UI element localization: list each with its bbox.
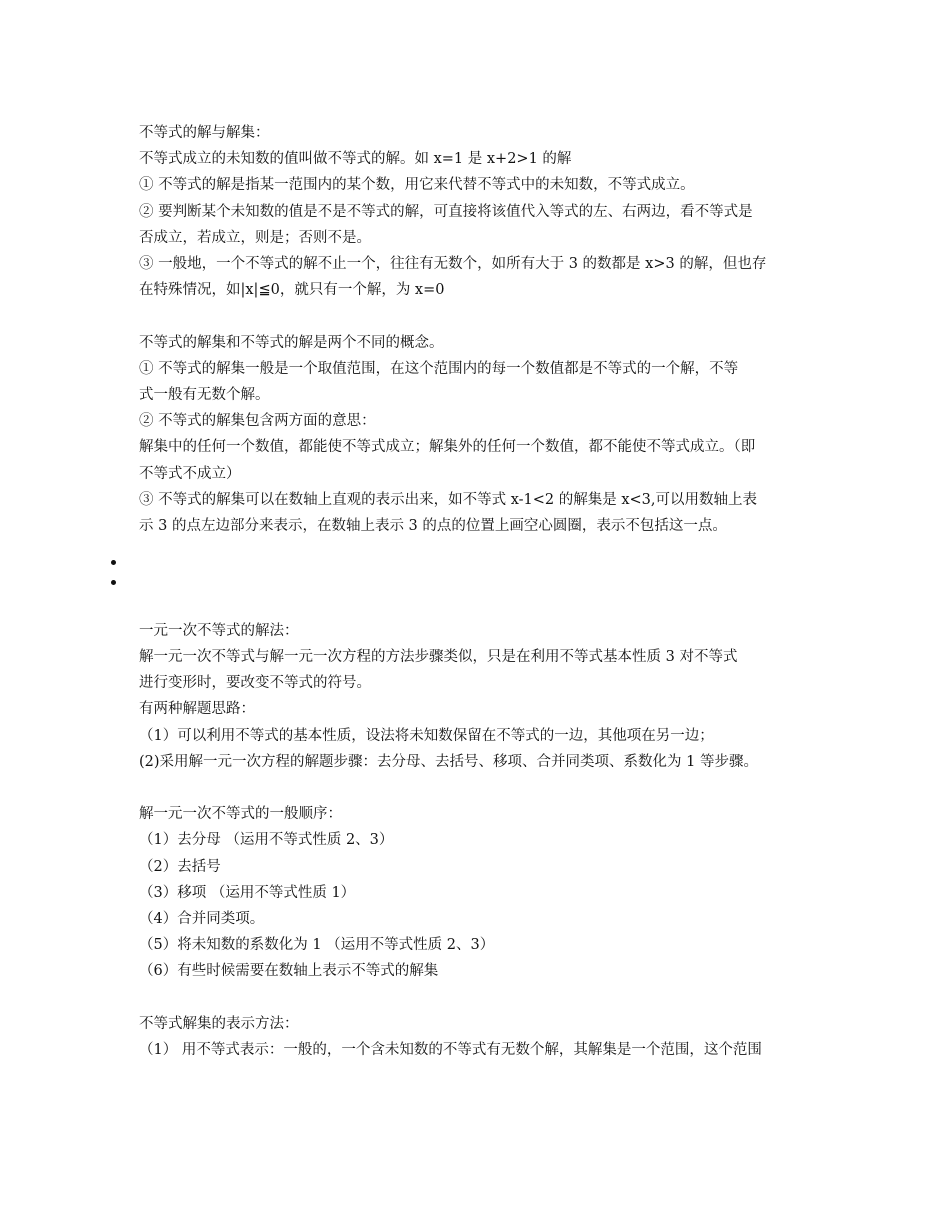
list-item: （3）移项 （运用不等式性质 1）: [139, 884, 356, 901]
bullet-dot: [111, 560, 116, 565]
bullet-dot: [111, 580, 116, 585]
paragraph-line: ① 不等式的解是指某一范围内的某个数，用它来代替不等式中的未知数，不等式成立。: [139, 177, 695, 194]
list-item: （6）有些时候需要在数轴上表示不等式的解集: [139, 963, 439, 980]
paragraph-line: 不等式成立的未知数的值叫做不等式的解。如 x=1 是 x+2>1 的解: [139, 151, 572, 168]
paragraph-line: 解集中的任何一个数值，都能使不等式成立；解集外的任何一个数值，都不能使不等式成立。（即: [139, 439, 756, 456]
spacer: [139, 303, 819, 329]
section-title: 一元一次不等式的解法：: [139, 622, 299, 639]
paragraph-line: 示 3 的点左边部分来表示，在数轴上表示 3 的点的位置上画空心圆圈，表示不包括这一点。: [139, 518, 727, 535]
section-title: 不等式的解集和不等式的解是两个不同的概念。: [139, 334, 444, 351]
paragraph-line: ② 不等式的解集包含两方面的意思：: [139, 413, 376, 430]
spacer: [139, 592, 819, 618]
paragraph-line: 解一元一次不等式与解一元一次方程的方法步骤类似，只是在利用不等式基本性质 3 对不等式: [139, 649, 738, 665]
paragraph-line: (2)采用解一元一次方程的解题步骤：去分母、去括号、移项、合并同类项、系数化为 1 等步骤。: [139, 753, 758, 770]
paragraph-line: ② 要判断某个未知数的值是不是不等式的解，可直接将该值代入等式的左、右两边，看不等式是: [139, 203, 753, 220]
paragraph-line: 有两种解题思路：: [139, 701, 255, 718]
paragraph-line: （1）可以利用不等式的基本性质，设法将未知数保留在不等式的一边，其他项在另一边；: [139, 727, 714, 744]
paragraph-line: ③ 不等式的解集可以在数轴上直观的表示出来，如不等式 x-1<2 的解集是 x<3,可以用数轴上表: [139, 491, 758, 508]
paragraph-line: 在特殊情况，如|x|≦0，就只有一个解，为 x=0: [139, 282, 445, 299]
list-item: （5）将未知数的系数化为 1 （运用不等式性质 2、3）: [139, 937, 495, 954]
paragraph-line: ① 不等式的解集一般是一个取值范围，在这个范围内的每一个数值都是不等式的一个解，不等: [139, 360, 739, 377]
list-item: （4）合并同类项。: [139, 911, 265, 928]
list-item: （2）去括号: [139, 858, 221, 875]
bullet-list-markers: [111, 560, 116, 600]
document-body: [139, 120, 819, 1063]
spacer: [139, 539, 819, 565]
paragraph-line: 不等式不成立）: [139, 465, 241, 482]
paragraph-line: 进行变形时，要改变不等式的符号。: [139, 675, 371, 692]
section-title: 不等式解集的表示方法：: [139, 1015, 299, 1032]
spacer: [139, 775, 819, 801]
paragraph-line: 式一般有无数个解。: [139, 387, 270, 404]
section-title: 解一元一次不等式的一般顺序：: [139, 806, 342, 823]
paragraph-line: （1） 用不等式表示：一般的，一个含未知数的不等式有无数个解，其解集是一个范围，这个范围: [139, 1042, 762, 1059]
list-item: （1）去分母 （运用不等式性质 2、3）: [139, 832, 394, 849]
spacer: [139, 985, 819, 1011]
spacer: [139, 565, 819, 591]
section-title: 不等式的解与解集：: [139, 125, 270, 141]
paragraph-line: ③ 一般地，一个不等式的解不止一个，往往有无数个，如所有大于 3 的数都是 x>3 的解，但也存: [139, 256, 767, 273]
paragraph-line: 否成立，若成立，则是；否则不是。: [139, 229, 371, 246]
